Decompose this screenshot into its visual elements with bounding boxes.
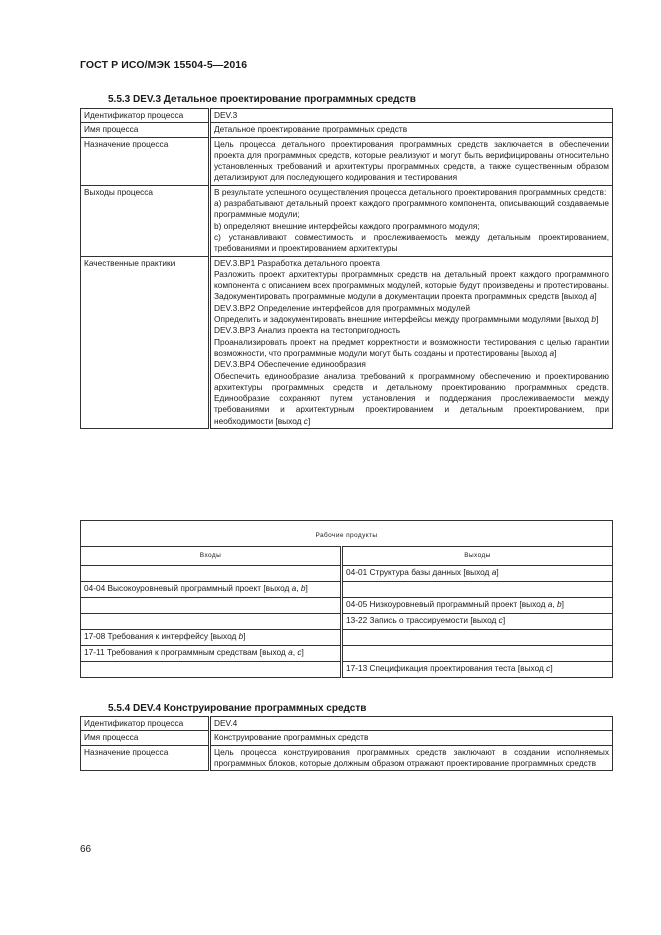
outputs-column-header: Выходы [342,547,613,565]
work-product-output: 04-01 Структура базы данных [выход a] [342,565,613,581]
work-products-caption: Рабочие продукты [81,521,613,547]
dev3-value-line: Цель процесса детального проектирования программных средств заключается в обеспечении проекта для программных средств, которые реализуют и могут быть верифицированы относительно установленных требований и архитектуры программных средств, а также существенным образом детализируют для последующего кодирования и тестирования [214,138,609,183]
dev3-row-key: Назначение процесса [81,137,210,185]
dev3-value-line: DEV.3.BP4 Обеспечение единообразия [214,359,366,370]
dev3-value-line: DEV.3.BP2 Определение интерфейсов для программных модулей [214,302,470,313]
dev3-value-line: b) определяют внешние интерфейсы каждого программного модуля; [214,220,480,231]
work-product-input: 17-11 Требования к программным средствам [выход a, c] [81,645,342,661]
dev3-process-table [80,108,613,429]
work-product-output [342,581,613,597]
dev4-row-value [210,745,613,771]
section-title-dev3: 5.5.3 DEV.3 Детальное проектирование программных средств [108,94,416,105]
work-product-input [81,597,342,613]
dev3-row-key: Имя процесса [81,123,210,137]
work-product-output: 04-05 Низкоуровневый программный проект [выход a, b] [342,597,613,613]
work-product-row [81,597,613,613]
dev4-process-table [80,716,613,771]
dev3-value-line: DEV.3.BP3 Анализ проекта на тестопригодность [214,325,401,336]
dev3-value-line: Обеспечить единообразие анализа требований к программному обеспечению и проектированию архитектуры программных средств и детальному проектированию программных средств. Единообразие сохраняют путем установления и поддержания прослеживаемости между требованиями и архитектурным проектированием и детальным проектированием, при необходимости [выход c] [214,370,609,426]
dev3-value-line: Определить и задокументировать внешние интерфейсы между программными модулями [выход b] [214,314,599,325]
dev3-value-line: В результате успешного осуществления процесса детального проектирования программных средств: [214,186,607,197]
dev3-row [81,123,613,137]
work-product-row [81,565,613,581]
page-number: 66 [80,844,92,855]
dev3-row [81,185,613,256]
work-product-output [342,629,613,645]
dev3-row [81,256,613,428]
dev3-row [81,109,613,123]
section-title-dev4: 5.5.4 DEV.4 Конструирование программных средств [108,703,367,714]
inputs-column-header: Входы [81,547,342,565]
work-product-output: 13-22 Запись о трассируемости [выход c] [342,613,613,629]
work-product-input: 17-08 Требования к интерфейсу [выход b] [81,629,342,645]
dev3-row-key: Идентификатор процесса [81,109,210,123]
dev3-row-key: Качественные практики [81,256,210,428]
work-product-row [81,581,613,597]
dev4-value-line: DEV.4 [214,718,238,728]
work-products-table [80,520,613,678]
dev4-row-value [210,717,613,731]
dev3-row-value [210,137,613,185]
dev3-row [81,137,613,185]
work-product-input: 04-04 Высокоуровневый программный проект [выход a, b] [81,581,342,597]
work-product-row [81,629,613,645]
dev4-row [81,717,613,731]
dev3-value-line: DEV.3 [214,110,238,120]
dev3-value-line: Разложить проект архитектуры программных средств на детальный проект каждого программного компонента с описанием всех программных модулей, которые будут произведены и протестированы. Задокументировать программные модули в документации проекта программных средств [выход a] [214,268,609,302]
document-header: ГОСТ Р ИСО/МЭК 15504-5—2016 [80,59,248,71]
work-product-row [81,661,613,677]
work-product-row [81,613,613,629]
dev3-value-line: Детальное проектирование программных средств [214,124,408,135]
work-product-row [81,645,613,661]
dev3-value-line: a) разрабатывают детальный проект каждого программного компонента, описывающий создаваемые программные модули; [214,198,609,220]
work-product-input [81,565,342,581]
dev3-value-line: Проанализировать проект на предмет корректности и возможности тестирования с целью гарантии возможности, что программные модули могут быть созданы и протестированы [выход a] [214,336,609,358]
dev3-value-line: DEV.3.BP1 Разработка детального проекта [214,257,381,268]
dev4-row-key: Идентификатор процесса [81,717,210,731]
work-product-output [342,645,613,661]
work-product-input [81,613,342,629]
dev3-row-value [210,123,613,137]
dev4-row-value [210,731,613,745]
work-product-input [81,661,342,677]
dev4-value-line: Конструирование программных средств [214,732,369,743]
dev4-row-key: Имя процесса [81,731,210,745]
dev3-row-key: Выходы процесса [81,185,210,256]
dev4-row [81,731,613,745]
dev4-value-line: Цель процесса конструирования программных средств заключают в создании исполняемых программных блоков, которые должным образом отражают проектирование программных средств [214,746,609,768]
dev3-row-value [210,185,613,256]
dev4-row [81,745,613,771]
dev3-row-value [210,109,613,123]
dev3-value-line: c) устанавливают совместимость и прослеживаемость между детальным проектированием, требованиями и проектированием архитектуры [214,231,609,254]
work-product-output: 17-13 Спецификация проектирования теста [выход c] [342,661,613,677]
dev4-row-key: Назначение процесса [81,745,210,771]
dev3-row-value [210,256,613,428]
